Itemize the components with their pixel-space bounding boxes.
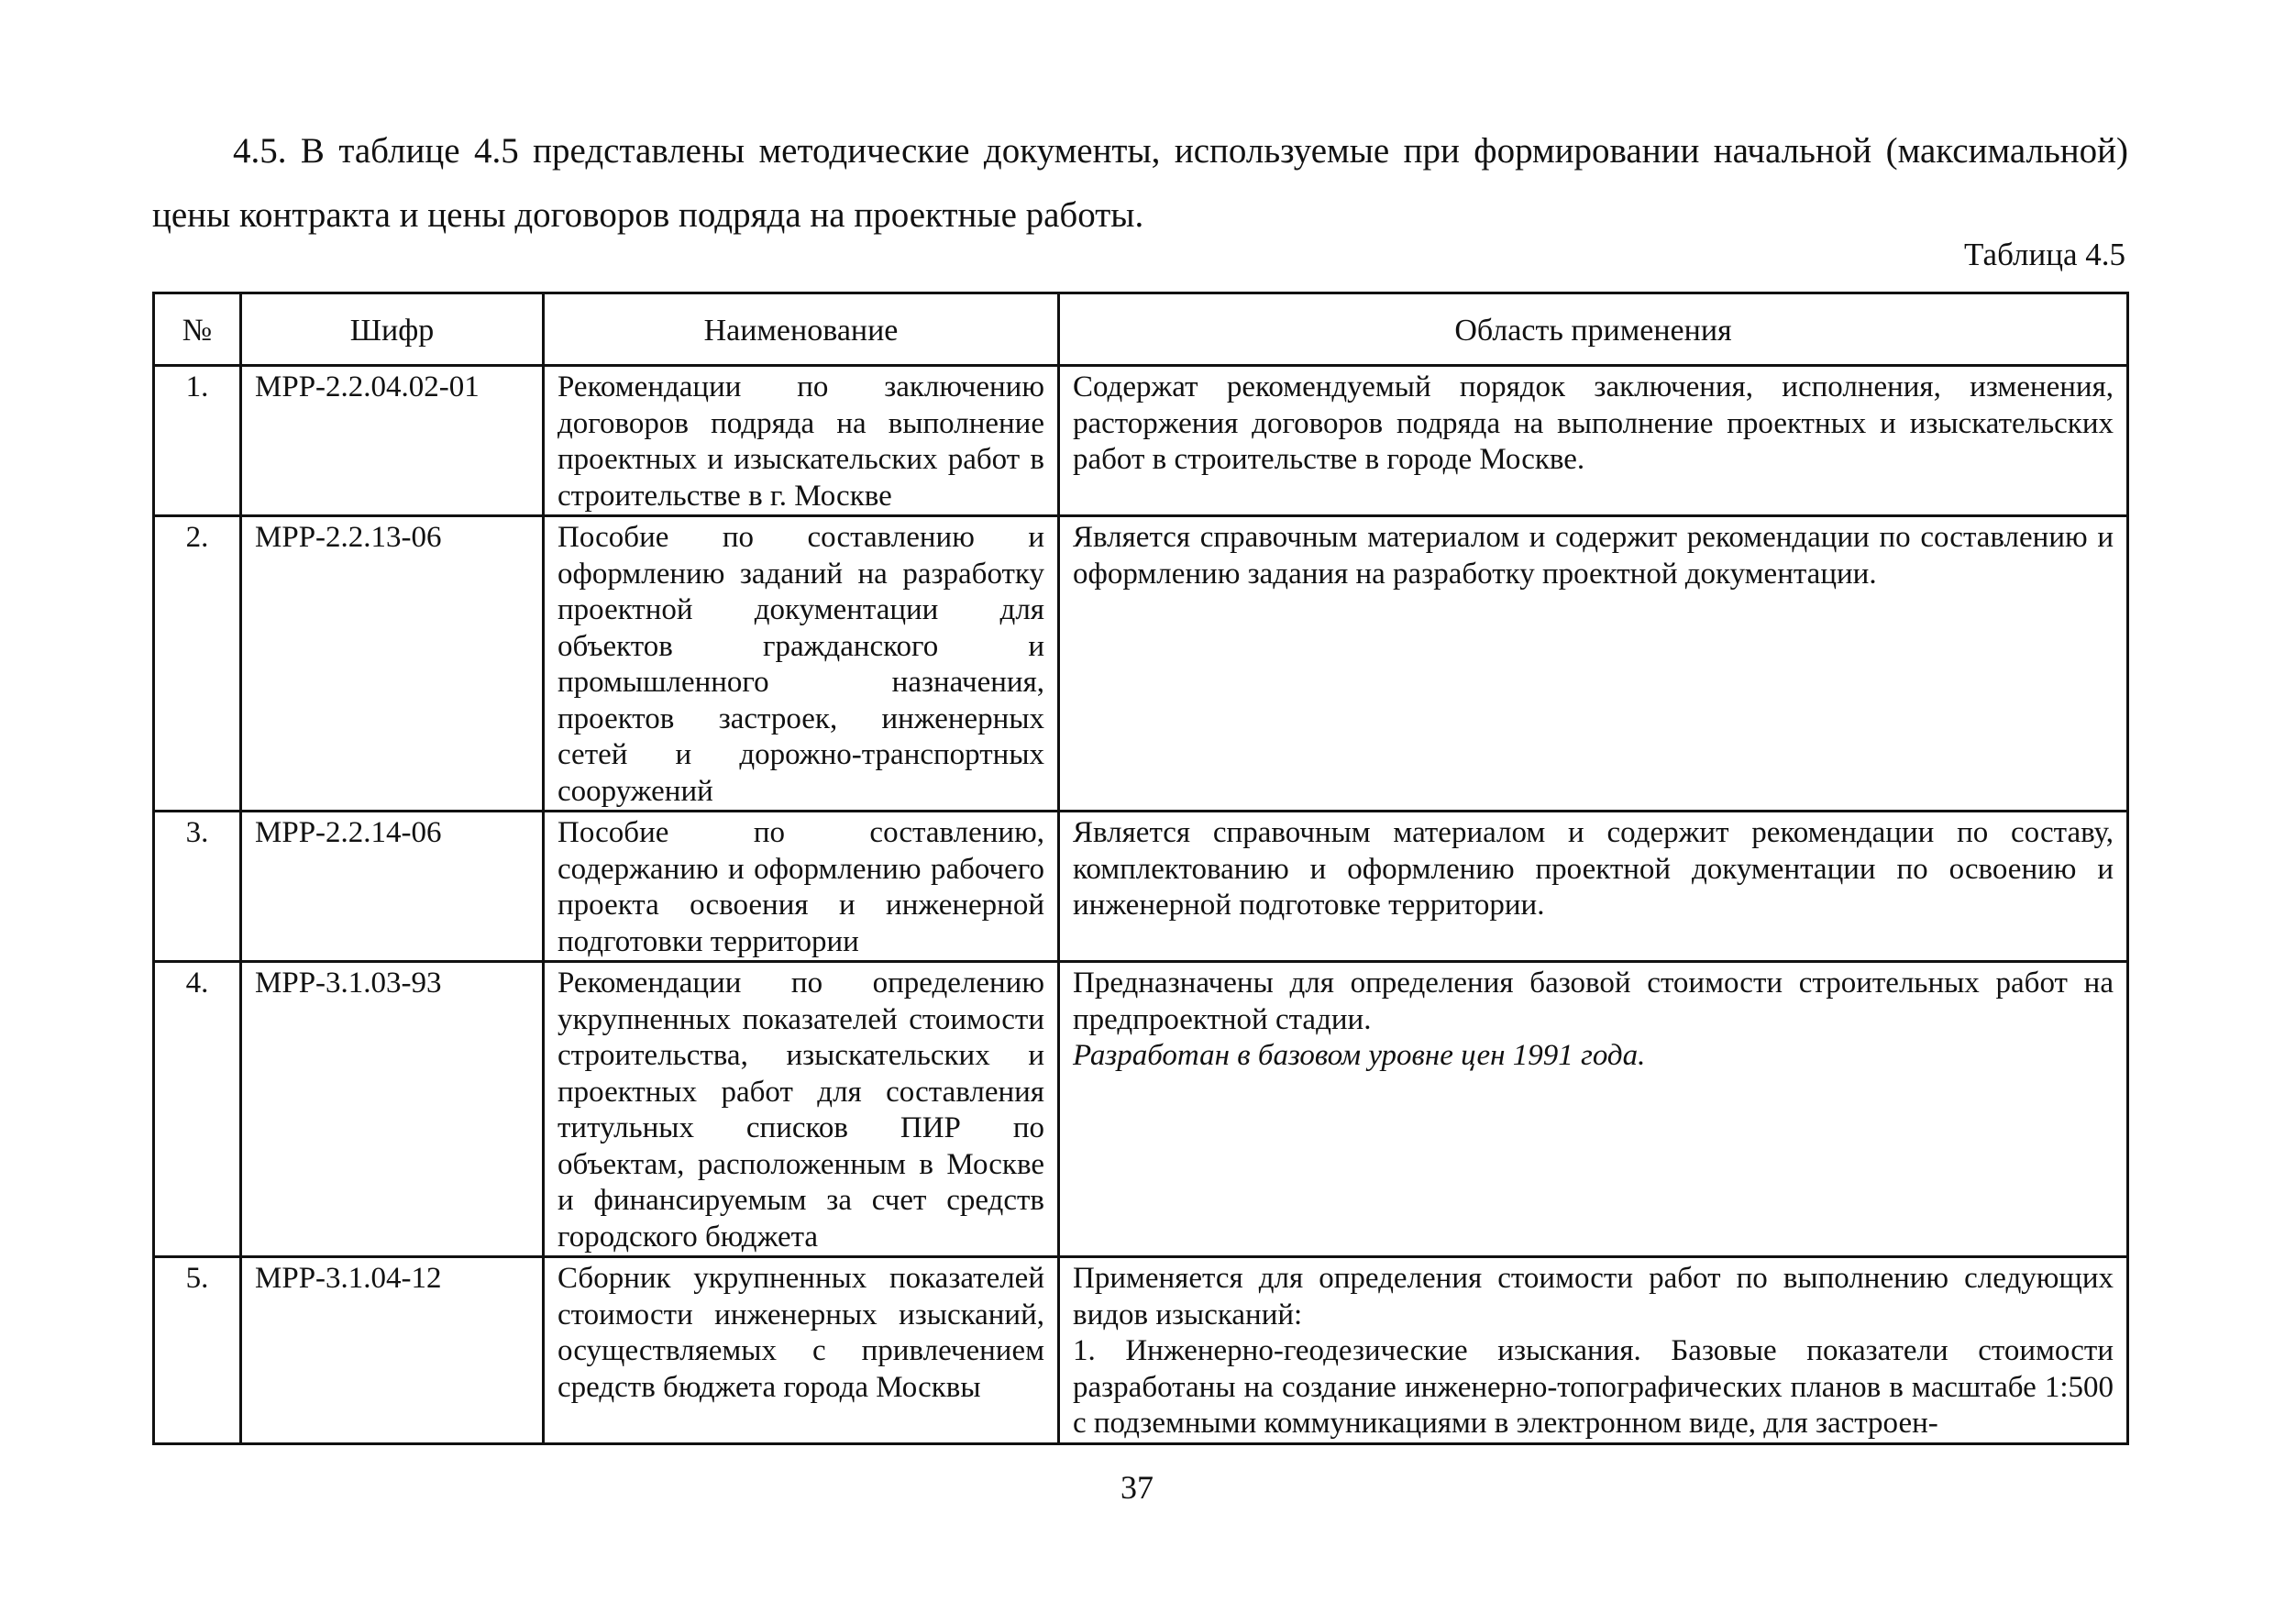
row-area: Является справочным материалом и содержит рекомендации по составу, комплектованию и оформлению проектной документации по освоению и инженерной подготовке территории. <box>1059 812 2128 962</box>
row-name: Сборник укрупненных показателей стоимости инженерных изысканий, осуществляемых с привлечением средств бюджета города Москвы <box>544 1257 1059 1444</box>
documents-table <box>152 292 2129 1445</box>
row-num: 3. <box>154 812 241 962</box>
row-area: Предназначены для определения базовой стоимости строительных работ на предпроектной стадии. <box>1073 967 2114 1036</box>
table-row <box>154 812 2128 962</box>
table-row <box>154 366 2128 516</box>
row-code: МРР-2.2.14-06 <box>241 812 544 962</box>
row-area: Применяется для определения стоимости работ по выполнению следующих видов изысканий: <box>1073 1262 2114 1331</box>
table-caption: Таблица 4.5 <box>1964 237 2125 272</box>
row-num: 2. <box>154 516 241 812</box>
row-num: 1. <box>154 366 241 516</box>
table-row <box>154 962 2128 1257</box>
row-code: МРР-3.1.03-93 <box>241 962 544 1257</box>
table-row <box>154 516 2128 812</box>
intro-paragraph: 4.5. В таблице 4.5 представлены методические документы, используемые при формировании начальной (максимальной) цены контракта и цены договоров подряда на проектные работы. <box>152 131 2128 235</box>
table-header-row <box>154 293 2128 366</box>
row-area-item: 1. Инженерно-геодезические изыскания. Базовые показатели стоимости разработаны на создание инженерно-топографических планов в масштабе 1:500 с подземными коммуникациями в электронном виде, для застроен- <box>1073 1334 2114 1440</box>
row-num: 4. <box>154 962 241 1257</box>
row-num: 5. <box>154 1257 241 1444</box>
row-code: МРР-3.1.04-12 <box>241 1257 544 1444</box>
header-area: Область применения <box>1059 293 2128 366</box>
header-num: № <box>154 293 241 366</box>
row-area: Содержат рекомендуемый порядок заключения, исполнения, изменения, расторжения договоров подряда на выполнение проектных и изыскательских работ в строительстве в городе Москве. <box>1059 366 2128 516</box>
row-name: Рекомендации по заключению договоров подряда на выполнение проектных и изыскательских работ в строительстве в г. Москве <box>544 366 1059 516</box>
row-area-cell <box>1059 1257 2128 1444</box>
row-area: Является справочным материалом и содержит рекомендации по составлению и оформлению задания на разработку проектной документации. <box>1059 516 2128 812</box>
row-name: Рекомендации по определению укрупненных показателей стоимости строительства, изыскательских и проектных работ для составления титульных списков ПИР по объектам, расположенным в Москве и финансируемым за счет средств городского бюджета <box>544 962 1059 1257</box>
row-area-note: Разработан в базовом уровне цен 1991 года. <box>1073 1039 1646 1072</box>
row-area-cell <box>1059 962 2128 1257</box>
row-code: МРР-2.2.04.02-01 <box>241 366 544 516</box>
row-name: Пособие по составлению, содержанию и оформлению рабочего проекта освоения и инженерной подготовки территории <box>544 812 1059 962</box>
header-name: Наименование <box>544 293 1059 366</box>
page-number: 37 <box>1120 1469 1154 1506</box>
row-code: МРР-2.2.13-06 <box>241 516 544 812</box>
table-row <box>154 1257 2128 1444</box>
header-code: Шифр <box>241 293 544 366</box>
row-name: Пособие по составлению и оформлению заданий на разработку проектной документации для объектов гражданского и промышленного назначения, проектов застроек, инженерных сетей и дорожно-транспортных сооружений <box>544 516 1059 812</box>
